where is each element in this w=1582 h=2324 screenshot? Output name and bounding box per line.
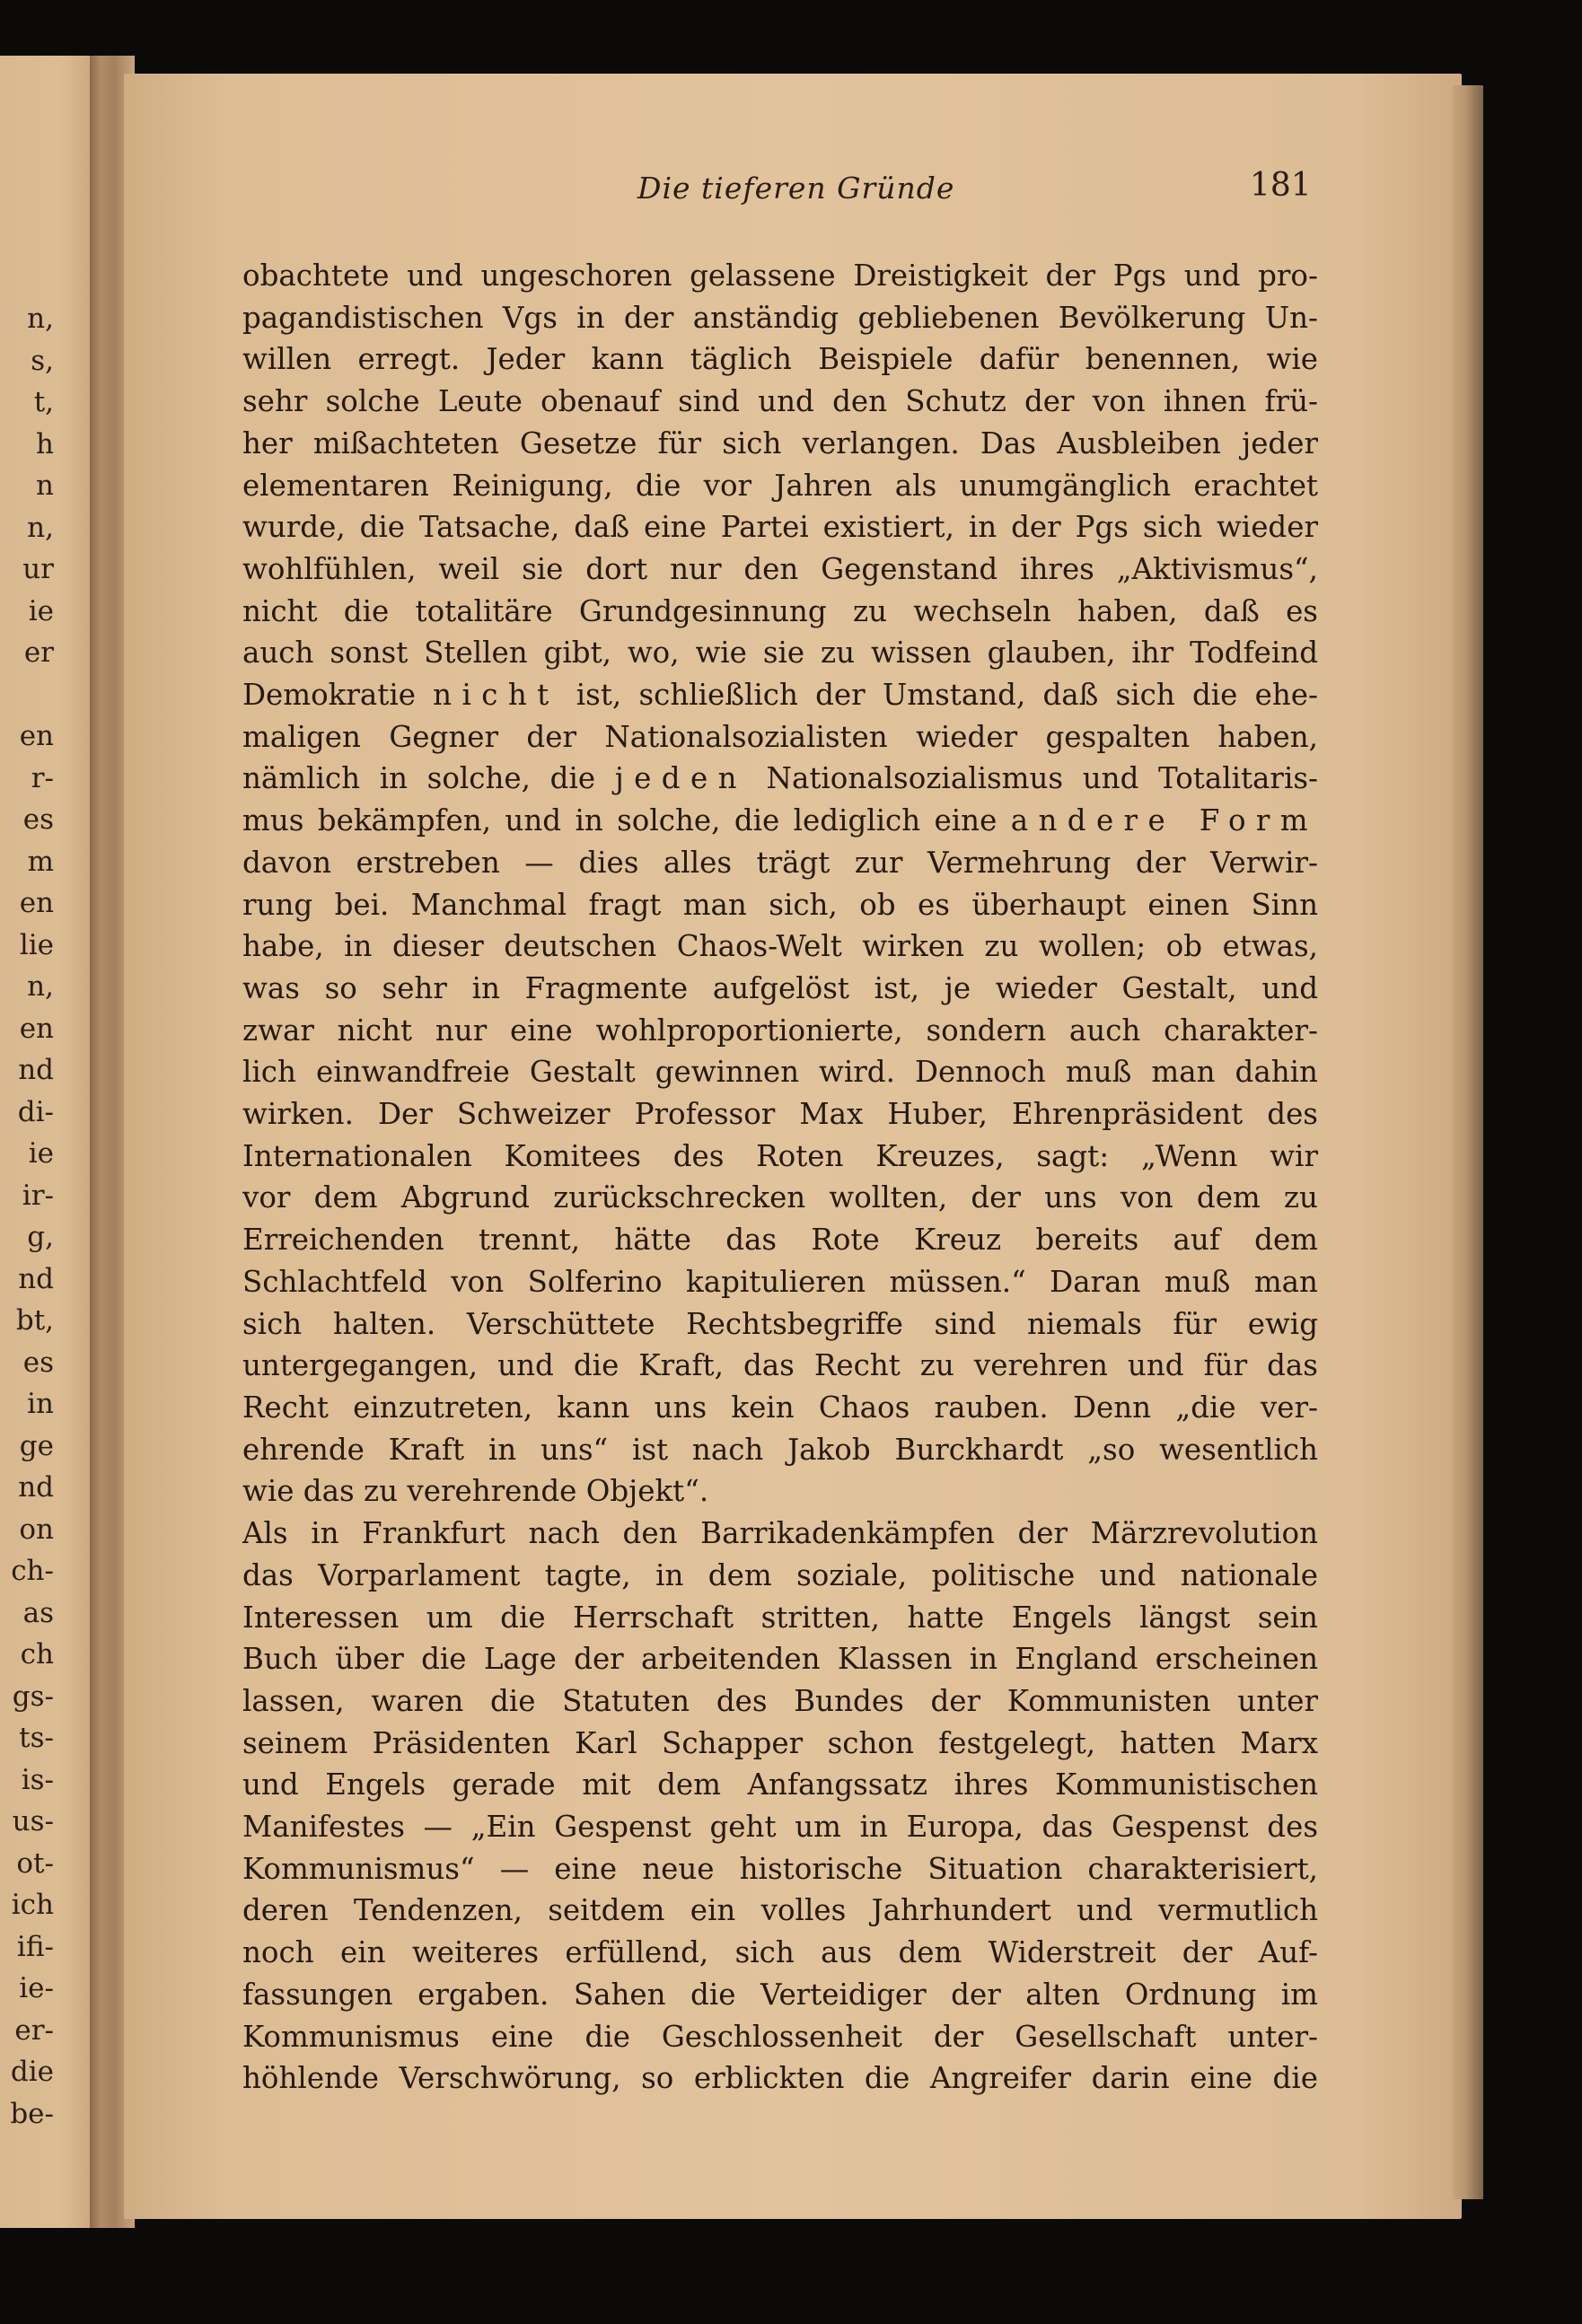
text-line: wie das zu verehrende Objekt“. [242, 1474, 709, 1509]
previous-page-fragment: ir- [22, 1179, 54, 1212]
previous-page-fragment: in [27, 1388, 54, 1420]
previous-page-fragment: nd [18, 1262, 54, 1295]
text-line: Kommunismus eine die Geschlossenheit der Gesellschaft unter- [242, 2019, 1318, 2054]
text-segment: nämlich in solche, die [242, 761, 615, 796]
previous-page-fragment: nd [18, 1054, 54, 1086]
text-line: Buch über die Lage der arbeitenden Klassen in England erscheinen [242, 1642, 1318, 1677]
text-segment: mus bekämpfen, und in solche, die lediglich eine [242, 803, 1011, 838]
previous-page-fragment [0, 674, 54, 716]
previous-page [0, 56, 101, 2228]
previous-page-fragment: n [36, 469, 54, 502]
previous-page-fragment: us- [12, 1805, 54, 1837]
text-line: was so sehr in Fragmente aufgelöst ist, je wieder Gestalt, und [242, 970, 1318, 1005]
text-line [242, 758, 1318, 800]
text-line: Manifestes — „Ein Gespenst geht um in Europa, das Gespenst des [242, 1810, 1318, 1845]
previous-page-fragment: bt, [15, 1304, 54, 1337]
previous-page-fragment: be- [10, 2097, 54, 2130]
emphasized-text: andere Form [1010, 803, 1318, 838]
previous-page-fragment: ge [19, 1429, 54, 1462]
previous-page-fragment: t, [33, 386, 54, 418]
previous-page-fragment: die [10, 2056, 54, 2088]
previous-page-fragment: di- [17, 1095, 54, 1128]
text-line: Erreichenden trennt, hätte das Rote Kreuz bereits auf dem [242, 1223, 1318, 1258]
previous-page-fragment: er- [14, 2013, 54, 2047]
text-line: fassungen ergaben. Sahen die Verteidiger der alten Ordnung im [242, 1977, 1318, 2012]
previous-page-fragment: es [22, 1346, 54, 1379]
text-line: elementaren Reinigung, die vor Jahren als unumgänglich erachtet [242, 468, 1318, 503]
previous-page-fragment: es [22, 803, 54, 836]
text-line [242, 674, 1318, 716]
text-line: pagandistischen Vgs in der anständig gebliebenen Bevölkerung Un- [242, 300, 1318, 335]
previous-page-fragment: m [27, 845, 54, 878]
previous-page-fragment: en [19, 1012, 54, 1045]
page-number: 181 [1250, 167, 1312, 204]
text-line: wirken. Der Schweizer Professor Max Huber, Ehrenpräsident des [242, 1097, 1318, 1132]
previous-page-fragment: n, [27, 303, 54, 335]
text-line: davon erstreben — dies alles trägt zur Vermehrung der Verwir- [242, 845, 1318, 880]
previous-page-fragment: on [19, 1513, 54, 1546]
previous-page-fragment: nd [18, 1471, 54, 1504]
text-line: noch ein weiteres erfüllend, sich aus dem Widerstreit der Auf- [242, 1935, 1318, 1970]
text-segment: Nationalsozialismus und Totalitaris- [746, 761, 1318, 796]
text-line: lassen, waren die Statuten des Bundes der Kommunisten unter [242, 1683, 1318, 1718]
text-line: her mißachteten Gesetze für sich verlangen. Das Ausbleiben jeder [242, 425, 1318, 460]
text-line: Recht einzutreten, kann uns kein Chaos rauben. Denn „die ver- [242, 1390, 1318, 1425]
text-line: Internationalen Komitees des Roten Kreuzes, sagt: „Wenn wir [242, 1138, 1318, 1173]
previous-page-fragment: r- [31, 761, 54, 794]
page-edge [1453, 85, 1483, 2199]
previous-page-fragment: n, [27, 970, 54, 1003]
previous-page-fragment: gs- [12, 1679, 54, 1713]
text-line: höhlende Verschwörung, so erblickten die Angreifer darin eine die [242, 2061, 1318, 2096]
body-text [242, 255, 1318, 2100]
previous-page-fragment: ch- [11, 1555, 54, 1587]
text-line: habe, in dieser deutschen Chaos-Welt wirken zu wollen; ob etwas, [242, 929, 1318, 964]
previous-page-fragment: lie [19, 928, 54, 961]
text-line: sehr solche Leute obenauf sind und den Schutz der von ihnen frü- [242, 384, 1318, 419]
emphasized-text: nicht [433, 678, 559, 713]
text-line: sich halten. Verschüttete Rechtsbegriffe sind niemals für ewig [242, 1306, 1318, 1341]
text-line: maligen Gegner der Nationalsozialisten wieder gespalten haben, [242, 719, 1318, 754]
text-line: wohlfühlen, weil sie dort nur den Gegenstand ihres „Aktivismus“, [242, 551, 1318, 586]
text-line: wurde, die Tatsache, daß eine Partei existiert, in der Pgs sich wieder [242, 510, 1318, 545]
previous-page-fragment: ie [28, 594, 54, 627]
previous-page-fragment: is- [21, 1763, 54, 1796]
text-line: Schlachtfeld von Solferino kapitulieren müssen.“ Daran muß man [242, 1264, 1318, 1299]
previous-page-fragment: ie [28, 1137, 54, 1170]
text-line: lich einwandfreie Gestalt gewinnen wird. Dennoch muß man dahin [242, 1055, 1318, 1090]
previous-page-fragment: ch [20, 1638, 54, 1671]
text-line: deren Tendenzen, seitdem ein volles Jahrhundert und vermutlich [242, 1893, 1318, 1928]
text-line: nicht die totalitäre Grundgesinnung zu wechseln haben, daß es [242, 593, 1318, 628]
previous-page-fragment: en [19, 720, 54, 752]
previous-page-fragment: en [19, 887, 54, 919]
emphasized-text: jeden [614, 761, 747, 796]
running-title: Die tieferen Gründe [637, 171, 955, 206]
previous-page-fragment: ich [11, 1889, 54, 1921]
previous-page-fragment: ts- [19, 1722, 54, 1754]
previous-page-fragment: h [36, 427, 54, 460]
previous-page-fragment: ie- [19, 1972, 54, 2004]
text-line: ehrende Kraft in uns“ ist nach Jakob Burckhardt „so wesentlich [242, 1432, 1318, 1467]
text-line [242, 800, 1318, 842]
previous-page-fragment: g, [27, 1221, 54, 1253]
text-line: Kommunismus“ — eine neue historische Situation charakterisiert, [242, 1851, 1318, 1886]
text-line: vor dem Abgrund zurückschrecken wollten, der uns von dem zu [242, 1180, 1318, 1215]
text-line: obachtete und ungeschoren gelassene Dreistigkeit der Pgs und pro- [242, 259, 1318, 293]
text-line: rung bei. Manchmal fragt man sich, ob es überhaupt einen Sinn [242, 887, 1318, 922]
previous-page-fragment: er [23, 636, 54, 669]
previous-page-fragment: ot- [16, 1846, 54, 1880]
previous-page-fragment: ur [22, 553, 54, 585]
text-line: seinem Präsidenten Karl Schapper schon festgelegt, hatten Marx [242, 1725, 1318, 1760]
text-line: das Vorparlament tagte, in dem soziale, politische und nationale [242, 1557, 1318, 1592]
previous-page-fragment: as [22, 1596, 54, 1629]
previous-page-fragment: n, [27, 511, 54, 544]
previous-page-text [0, 298, 54, 2135]
text-segment: ist, schließlich der Umstand, daß sich die ehe- [558, 678, 1318, 713]
running-header [0, 167, 1582, 224]
text-line: untergegangen, und die Kraft, das Recht zu verehren und für das [242, 1348, 1318, 1383]
text-segment: Demokratie [242, 678, 434, 713]
previous-page-fragment: s, [31, 344, 54, 377]
text-line: willen erregt. Jeder kann täglich Beispiele dafür benennen, wie [242, 342, 1318, 377]
text-line: und Engels gerade mit dem Anfangssatz ihres Kommunistischen [242, 1767, 1318, 1802]
text-line: zwar nicht nur eine wohlproportionierte, sondern auch charakter- [242, 1013, 1318, 1048]
text-line: auch sonst Stellen gibt, wo, wie sie zu wissen glauben, ihr Todfeind [242, 636, 1318, 671]
text-line: Interessen um die Herrschaft stritten, hatte Engels längst sein [242, 1600, 1318, 1635]
text-line: Als in Frankfurt nach den Barrikadenkämpfen der Märzrevolution [242, 1516, 1318, 1551]
previous-page-fragment: ifi- [16, 1930, 54, 1963]
